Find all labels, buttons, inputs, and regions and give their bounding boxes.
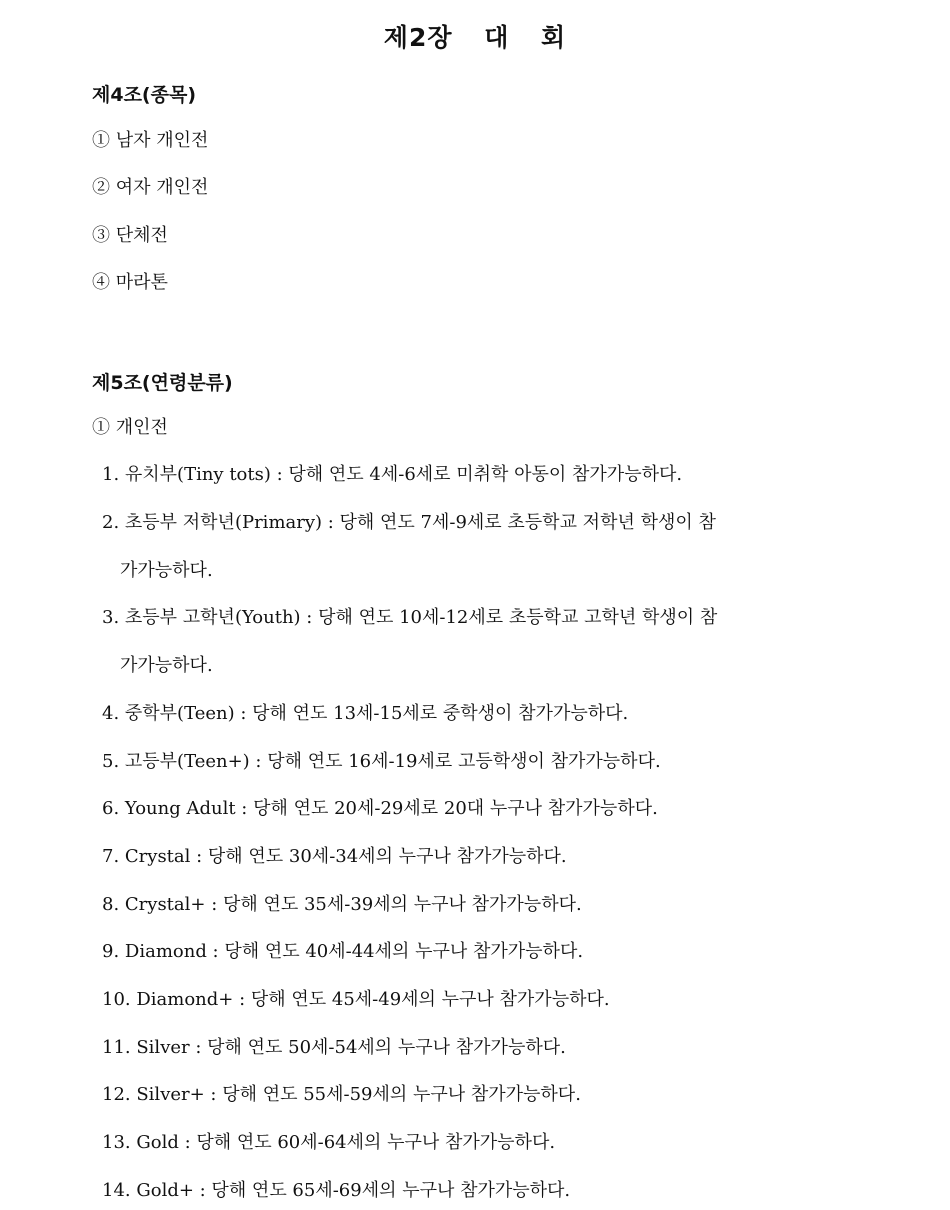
age-class-item: 11. Silver : 당해 연도 50세-54세의 누구나 참가가능하다.: [102, 1037, 566, 1058]
age-class-item: 10. Diamond+ : 당해 연도 45세-49세의 누구나 참가가능하다.: [102, 989, 610, 1010]
chapter-title: 제2장 대 회: [383, 23, 567, 52]
age-class-item-continued: 가가능하다.: [120, 560, 213, 581]
age-class-item: 6. Young Adult : 당해 연도 20세-29세로 20대 누구나 참가가능하다.: [102, 798, 658, 819]
age-class-item: 3. 초등부 고학년(Youth) : 당해 연도 10세-12세로 초등학교 고학년 학생이 참: [102, 607, 718, 628]
article-5-subtitle: ① 개인전: [92, 417, 168, 438]
age-class-item: 8. Crystal+ : 당해 연도 35세-39세의 누구나 참가가능하다.: [102, 894, 582, 915]
age-class-item: 12. Silver+ : 당해 연도 55세-59세의 누구나 참가가능하다.: [102, 1084, 581, 1105]
age-class-item: 2. 초등부 저학년(Primary) : 당해 연도 7세-9세로 초등학교 저학년 학생이 참: [102, 512, 716, 533]
age-class-item: 7. Crystal : 당해 연도 30세-34세의 누구나 참가가능하다.: [102, 846, 567, 867]
age-class-item: 9. Diamond : 당해 연도 40세-44세의 누구나 참가가능하다.: [102, 941, 584, 962]
age-class-item: 5. 고등부(Teen+) : 당해 연도 16세-19세로 고등학생이 참가가능하다.: [102, 751, 661, 772]
age-class-item: 13. Gold : 당해 연도 60세-64세의 누구나 참가가능하다.: [102, 1132, 556, 1153]
age-class-item: 4. 중학부(Teen) : 당해 연도 13세-15세로 중학생이 참가가능하다.: [102, 703, 629, 724]
age-class-item-continued: 가가능하다.: [120, 655, 213, 676]
article-4-item: ④ 마라톤: [92, 272, 168, 293]
article-4-item: ② 여자 개인전: [92, 177, 209, 198]
age-class-item: 1. 유치부(Tiny tots) : 당해 연도 4세-6세로 미취학 아동이 참가가능하다.: [102, 464, 683, 485]
article-4-title: 제4조(종목): [92, 84, 197, 106]
article-4-item: ① 남자 개인전: [92, 130, 209, 151]
article-5-title: 제5조(연령분류): [92, 372, 233, 394]
age-class-item: 14. Gold+ : 당해 연도 65세-69세의 누구나 참가가능하다.: [102, 1180, 571, 1201]
article-4-item: ③ 단체전: [92, 225, 168, 246]
